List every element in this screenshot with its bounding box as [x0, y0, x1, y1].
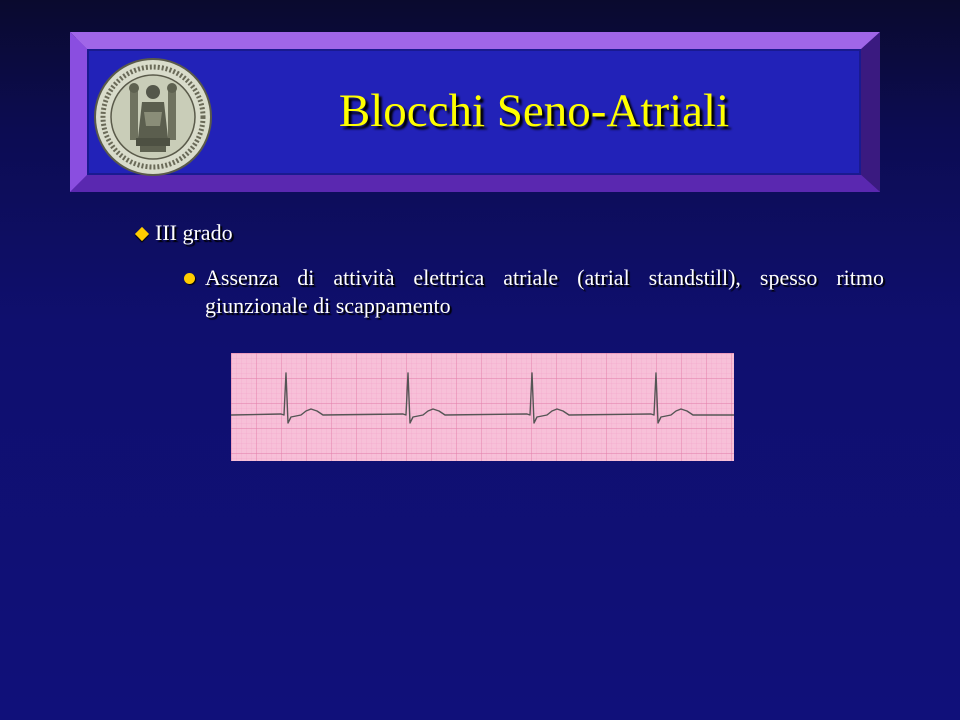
bullet-level-2-text: Assenza di attività elettrica atriale (atrial standstill), spesso ritmo giunzionale di scappamento [205, 265, 884, 318]
bullet-level-1-text: III grado [155, 220, 233, 245]
university-seal [92, 56, 214, 178]
diamond-bullet-icon [135, 227, 149, 241]
dot-bullet-icon [184, 273, 195, 284]
ecg-grid [231, 353, 734, 461]
bullet-level-1 [133, 219, 233, 247]
slide-title: Blocchi Seno-Atriali [338, 85, 730, 137]
bullet-level-2 [184, 264, 884, 320]
ecg-strip [231, 353, 734, 461]
